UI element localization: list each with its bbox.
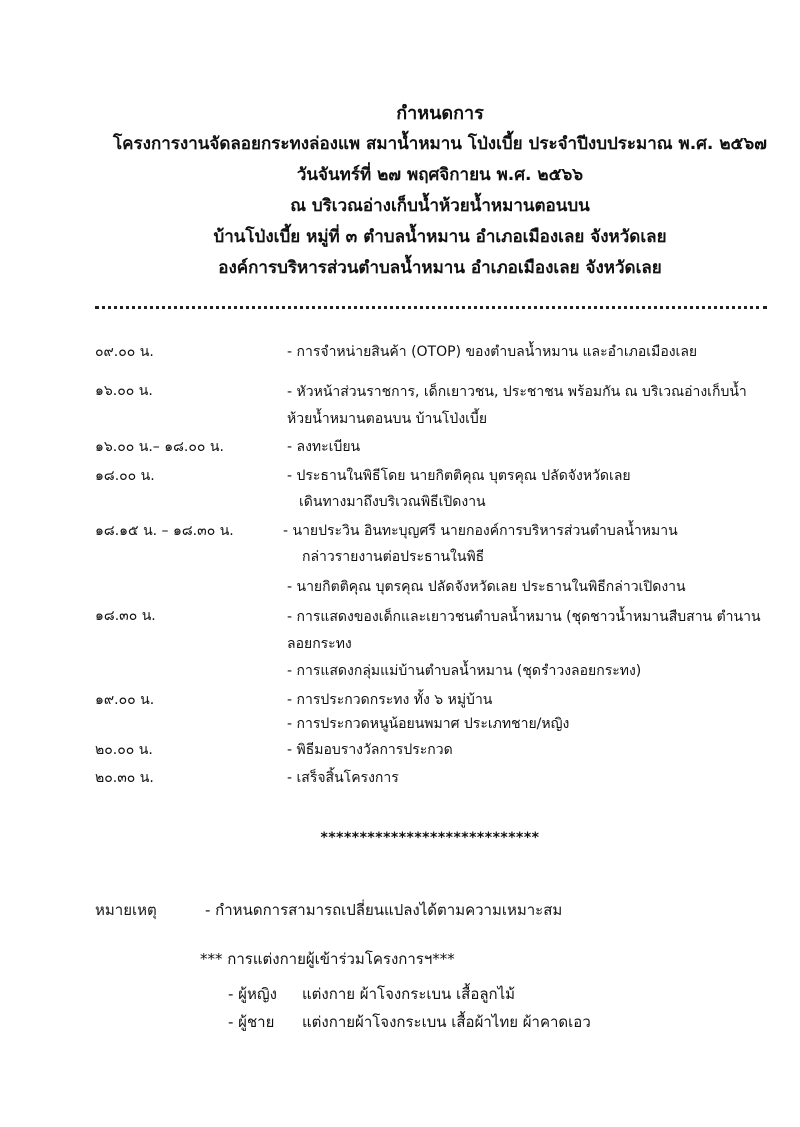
schedule-desc: - นายกิตติคุณ บุตรคุณ ปลัดจังหวัดเลย ประธานในพิธีกล่าวเปิดงาน bbox=[287, 579, 686, 595]
schedule-desc: - หัวหน้าส่วนราชการ, เด็กเยาวชน, ประชาชน พร้อมกัน ณ บริเวณอ่างเก็บน้ำห้วยน้ำหมานตอนบน บ้านโป่งเบี้ย bbox=[287, 384, 747, 427]
dress-code-who: - ผู้หญิง bbox=[228, 985, 277, 1003]
schedule-time: ๐๙.๐๐ น. bbox=[95, 344, 154, 360]
schedule-desc: - การแสดงกลุ่มแม่บ้านตำบลน้ำหมาน (ชุดรำวงลอยกระทง) bbox=[287, 663, 642, 679]
schedule-desc: กล่าวรายงานต่อประธานในพิธี bbox=[302, 549, 485, 565]
note-text: - กำหนดการสามารถเปลี่ยนแปลงได้ตามความเหมาะสม bbox=[205, 901, 563, 919]
dress-code-female bbox=[228, 982, 515, 1006]
note-label: หมายเหตุ bbox=[95, 901, 157, 919]
schedule-desc: เดินทางมาถึงบริเวณพิธีเปิดงาน bbox=[299, 494, 486, 510]
schedule-time: ๑๘.๑๕ น. – ๑๘.๓๐ น. bbox=[95, 523, 234, 539]
document-title: กำหนดการ bbox=[396, 103, 484, 124]
dotted-divider bbox=[95, 306, 767, 309]
schedule-time: ๑๖.๐๐ น. bbox=[95, 383, 153, 399]
event-village: บ้านโป่งเบี้ย หมู่ที่ ๓ ตำบลน้ำหมาน อำเภอเมืองเลย จังหวัดเลย bbox=[213, 227, 667, 247]
schedule-desc: - การประกวดกระทง ทั้ง ๖ หมู่บ้าน bbox=[287, 692, 493, 708]
event-date: วันจันทร์ที่ ๒๗ พฤศจิกายน พ.ศ. ๒๕๖๖ bbox=[296, 165, 584, 185]
dress-code-male bbox=[228, 1010, 591, 1034]
event-venue: ณ บริเวณอ่างเก็บน้ำห้วยน้ำหมานตอนบน bbox=[290, 196, 590, 216]
star-separator: **************************** bbox=[320, 830, 540, 846]
schedule-desc: - การแสดงของเด็กและเยาวชนตำบลน้ำหมาน (ชุดชาวน้ำหมานสืบสาน ตำนานลอยกระทง bbox=[287, 609, 761, 652]
schedule-desc: - การจำหน่ายสินค้า (OTOP) ของตำบลน้ำหมาน และอำเภอเมืองเลย bbox=[287, 344, 698, 360]
schedule-desc: - เสร็จสิ้นโครงการ bbox=[287, 770, 399, 786]
schedule-desc: - ลงทะเบียน bbox=[287, 439, 361, 455]
dress-code-who: - ผู้ชาย bbox=[228, 1013, 275, 1031]
dress-code-desc: แต่งกาย ผ้าโจงกระเบน เสื้อลูกไม้ bbox=[302, 985, 516, 1003]
schedule-time: ๑๘.๐๐ น. bbox=[95, 468, 155, 484]
schedule-time: ๑๘.๓๐ น. bbox=[95, 608, 156, 624]
schedule-desc: - พิธีมอบรางวัลการประกวด bbox=[287, 742, 453, 758]
schedule-desc: - ประธานในพิธีโดย นายกิตติคุณ บุตรคุณ ปลัดจังหวัดเลย bbox=[287, 468, 631, 484]
organizer: องค์การบริหารส่วนตำบลน้ำหมาน อำเภอเมืองเลย จังหวัดเลย bbox=[218, 258, 662, 278]
schedule-time: ๒๐.๐๐ น. bbox=[95, 742, 153, 758]
schedule-time: ๑๙.๐๐ น. bbox=[95, 692, 155, 708]
project-name: โครงการงานจัดลอยกระทงล่องแพ สมาน้ำหมาน โป่งเบี้ย ประจำปีงบประมาณ พ.ศ. ๒๕๖๗ bbox=[113, 134, 767, 154]
schedule-desc: - นายประวิน อินทะบุญศรี นายกองค์การบริหารส่วนตำบลน้ำหมาน bbox=[283, 523, 678, 539]
schedule-desc: - การประกวดหนูน้อยนพมาศ ประเภทชาย/หญิง bbox=[287, 716, 570, 732]
document-header bbox=[60, 98, 800, 284]
schedule-time: ๑๖.๐๐ น.– ๑๘.๐๐ น. bbox=[95, 439, 224, 455]
dress-code-desc: แต่งกายผ้าโจงกระเบน เสื้อผ้าไทย ผ้าคาดเอว bbox=[302, 1013, 591, 1031]
dress-code-title: *** การแต่งกายผู้เข้าร่วมโครงการฯ*** bbox=[200, 950, 455, 968]
schedule-time: ๒๐.๓๐ น. bbox=[95, 770, 154, 786]
